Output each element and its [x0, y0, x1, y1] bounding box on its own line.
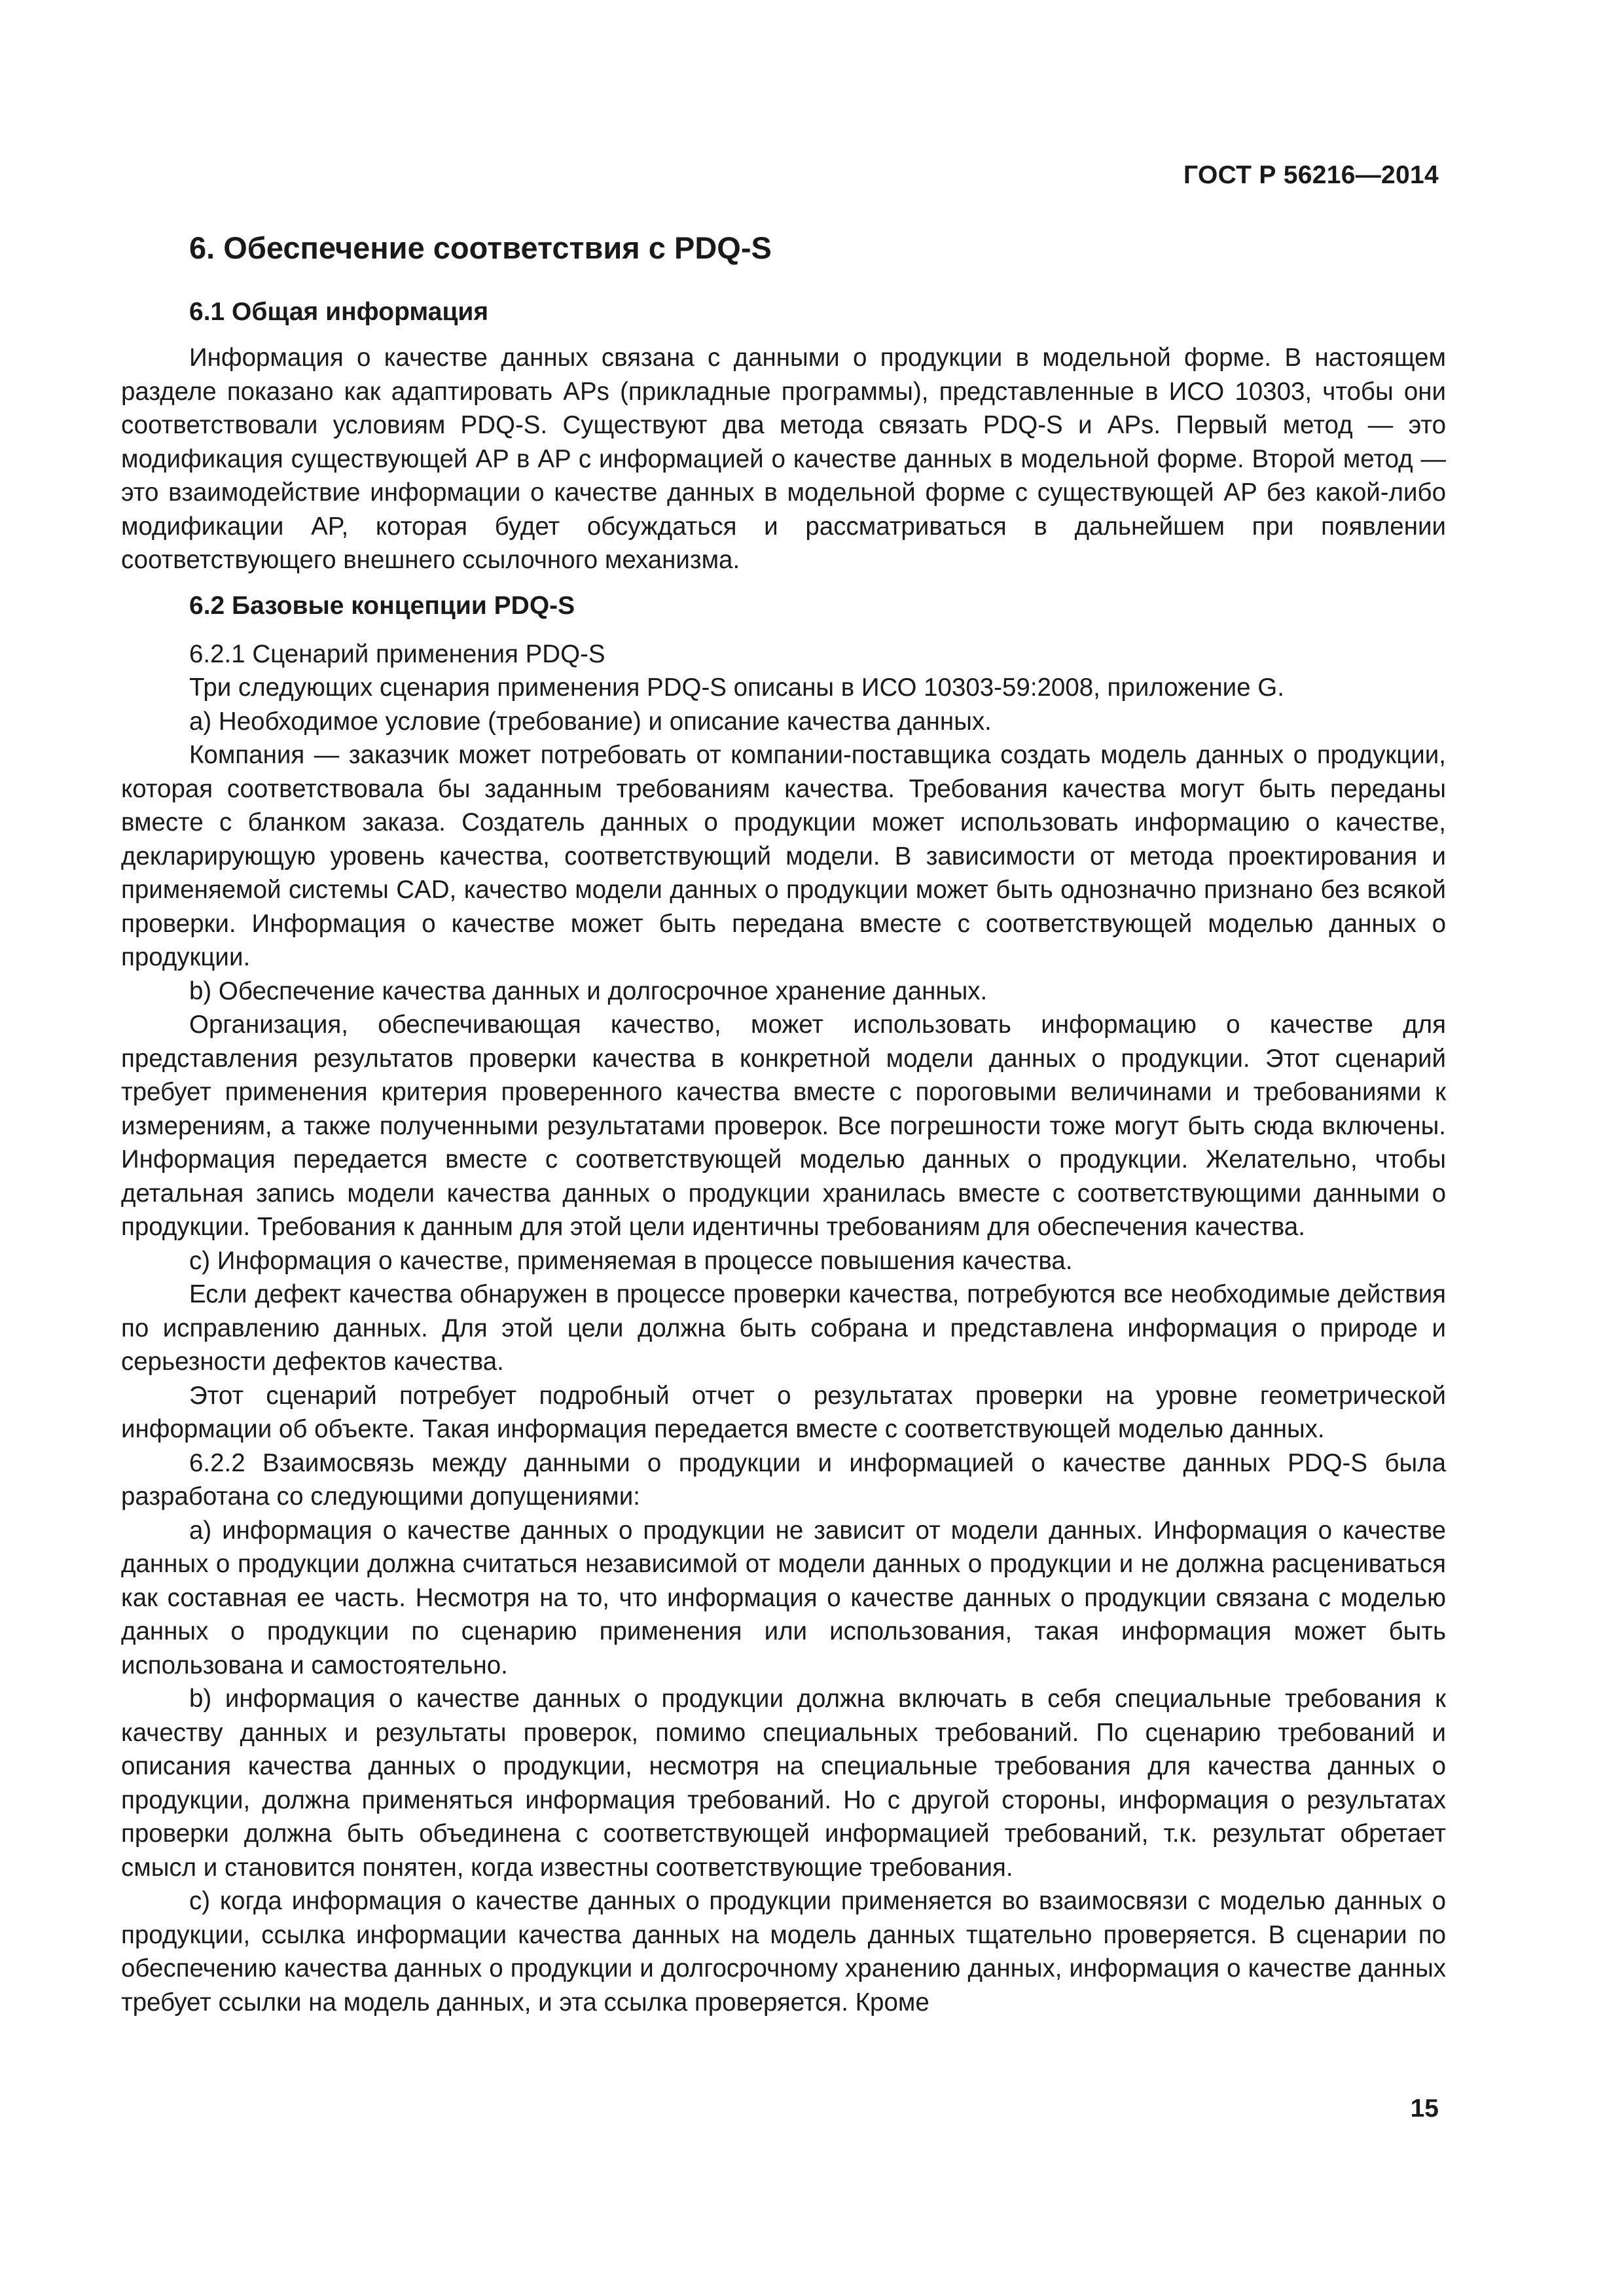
- page-content: [121, 219, 1446, 2019]
- subsection-title-6-2: 6.2 Базовые концепции PDQ-S: [189, 591, 575, 620]
- section-title: 6. Обеспечение соответствия с PDQ-S: [189, 230, 772, 265]
- document-code: ГОСТ Р 56216—2014: [1183, 161, 1439, 189]
- paragraph: b) информация о качестве данных о продукции должна включать в себя специальные требования к качеству данных и результаты проверок, помимо специальных требований. По сценарию требований и описания качества данных о продукции, несмотря на специальные требования для качества данных о продукции, должна применяться информация требований. Но с другой стороны, информация о результатах проверки должна быть объединена с соответствующей информацией требований, т.к. результат обретает смысл и становится понятен, когда известны соответствующие требования.: [121, 1685, 1446, 1882]
- paragraph: Если дефект качества обнаружен в процессе проверки качества, потребуются все необходимые действия по исправлению данных. Для этой цели должна быть собрана и представлена информация о природе и серьезности дефектов качества.: [121, 1280, 1446, 1376]
- paragraph: a) информация о качестве данных о продукции не зависит от модели данных. Информация о качестве данных о продукции должна считаться независимой от модели данных о продукции и не должна расцениваться как составная ее часть. Несмотря на то, что информация о качестве данных о продукции связана с моделью данных о продукции по сценарию применения или использования, такая информация может быть использована и самостоятельно.: [121, 1516, 1446, 1679]
- paragraph: Этот сценарий потребует подробный отчет о результатах проверки на уровне геометрической информации об объекте. Такая информация передается вместе с соответствующей моделью данных.: [121, 1381, 1446, 1443]
- paragraph: 6.2.2 Взаимосвязь между данными о продукции и информацией о качестве данных PDQ-S была разработана со следующими допущениями:: [121, 1448, 1446, 1511]
- paragraph: Три следующих сценария применения PDQ-S описаны в ИСО 10303-59:2008, приложение G.: [189, 673, 1284, 702]
- paragraph: Информация о качестве данных связана с данными о продукции в модельной форме. В настоящем разделе показано как адаптировать APs (прикладные программы), представленные в ИСО 10303, чтобы они соответствовали условиям PDQ-S. Существуют два метода связать PDQ-S и APs. Первый метод — это модификация существующей AP в AP с информацией о качестве данных в модельной форме. Второй метод — это взаимодействие информации о качестве данных в модельной форме с существующей AP без какой-либо модификации AP, которая будет обсуждаться и рассматриваться в дальнейшем при появлении соответствующего внешнего ссылочного механизма.: [121, 344, 1446, 574]
- paragraph: Организация, обеспечивающая качество, может использовать информацию о качестве для представления результатов проверки качества в конкретной модели данных о продукции. Этот сценарий требует применения критерия проверенного качества вместе с пороговыми величинами и требованиями к измерениям, а также полученными результатами проверок. Все погрешности тоже могут быть сюда включены. Информация передается вместе с соответствующей моделью данных о продукции. Желательно, чтобы детальная запись модели качества данных о продукции хранилась вместе с соответствующими данными о продукции. Требования к данным для этой цели идентичны требованиям для обеспечения качества.: [121, 1011, 1446, 1241]
- paragraph: Компания — заказчик может потребовать от компании-поставщика создать модель данных о продукции, которая соответствовала бы заданным требованиям качества. Требования качества могут быть переданы вместе с бланком заказа. Создатель данных о продукции может использовать информацию о качестве, декларирующую уровень качества, соответствующий модели. В зависимости от метода проектирования и применяемой системы CAD, качество модели данных о продукции может быть однозначно признано без всякой проверки. Информация о качестве может быть передана вместе с соответствующей моделью данных о продукции.: [121, 741, 1446, 971]
- paragraph: b) Обеспечение качества данных и долгосрочное хранение данных.: [189, 977, 988, 1005]
- page-number: 15: [1410, 2094, 1439, 2123]
- paragraph: a) Необходимое условие (требование) и описание качества данных.: [189, 707, 992, 736]
- paragraph: 6.2.1 Сценарий применения PDQ-S: [189, 639, 605, 668]
- subsection-title-6-1: 6.1 Общая информация: [189, 298, 489, 326]
- paragraph: c) когда информация о качестве данных о продукции применяется во взаимосвязи с моделью данных о продукции, ссылка информации качества данных на модель данных тщательно проверяется. В сценарии по обеспечению качества данных о продукции и долгосрочному хранению данных, информация о качестве данных требует ссылки на модель данных, и эта ссылка проверяется. Кроме: [121, 1887, 1446, 2017]
- paragraph: c) Информация о качестве, применяемая в процессе повышения качества.: [189, 1246, 1073, 1275]
